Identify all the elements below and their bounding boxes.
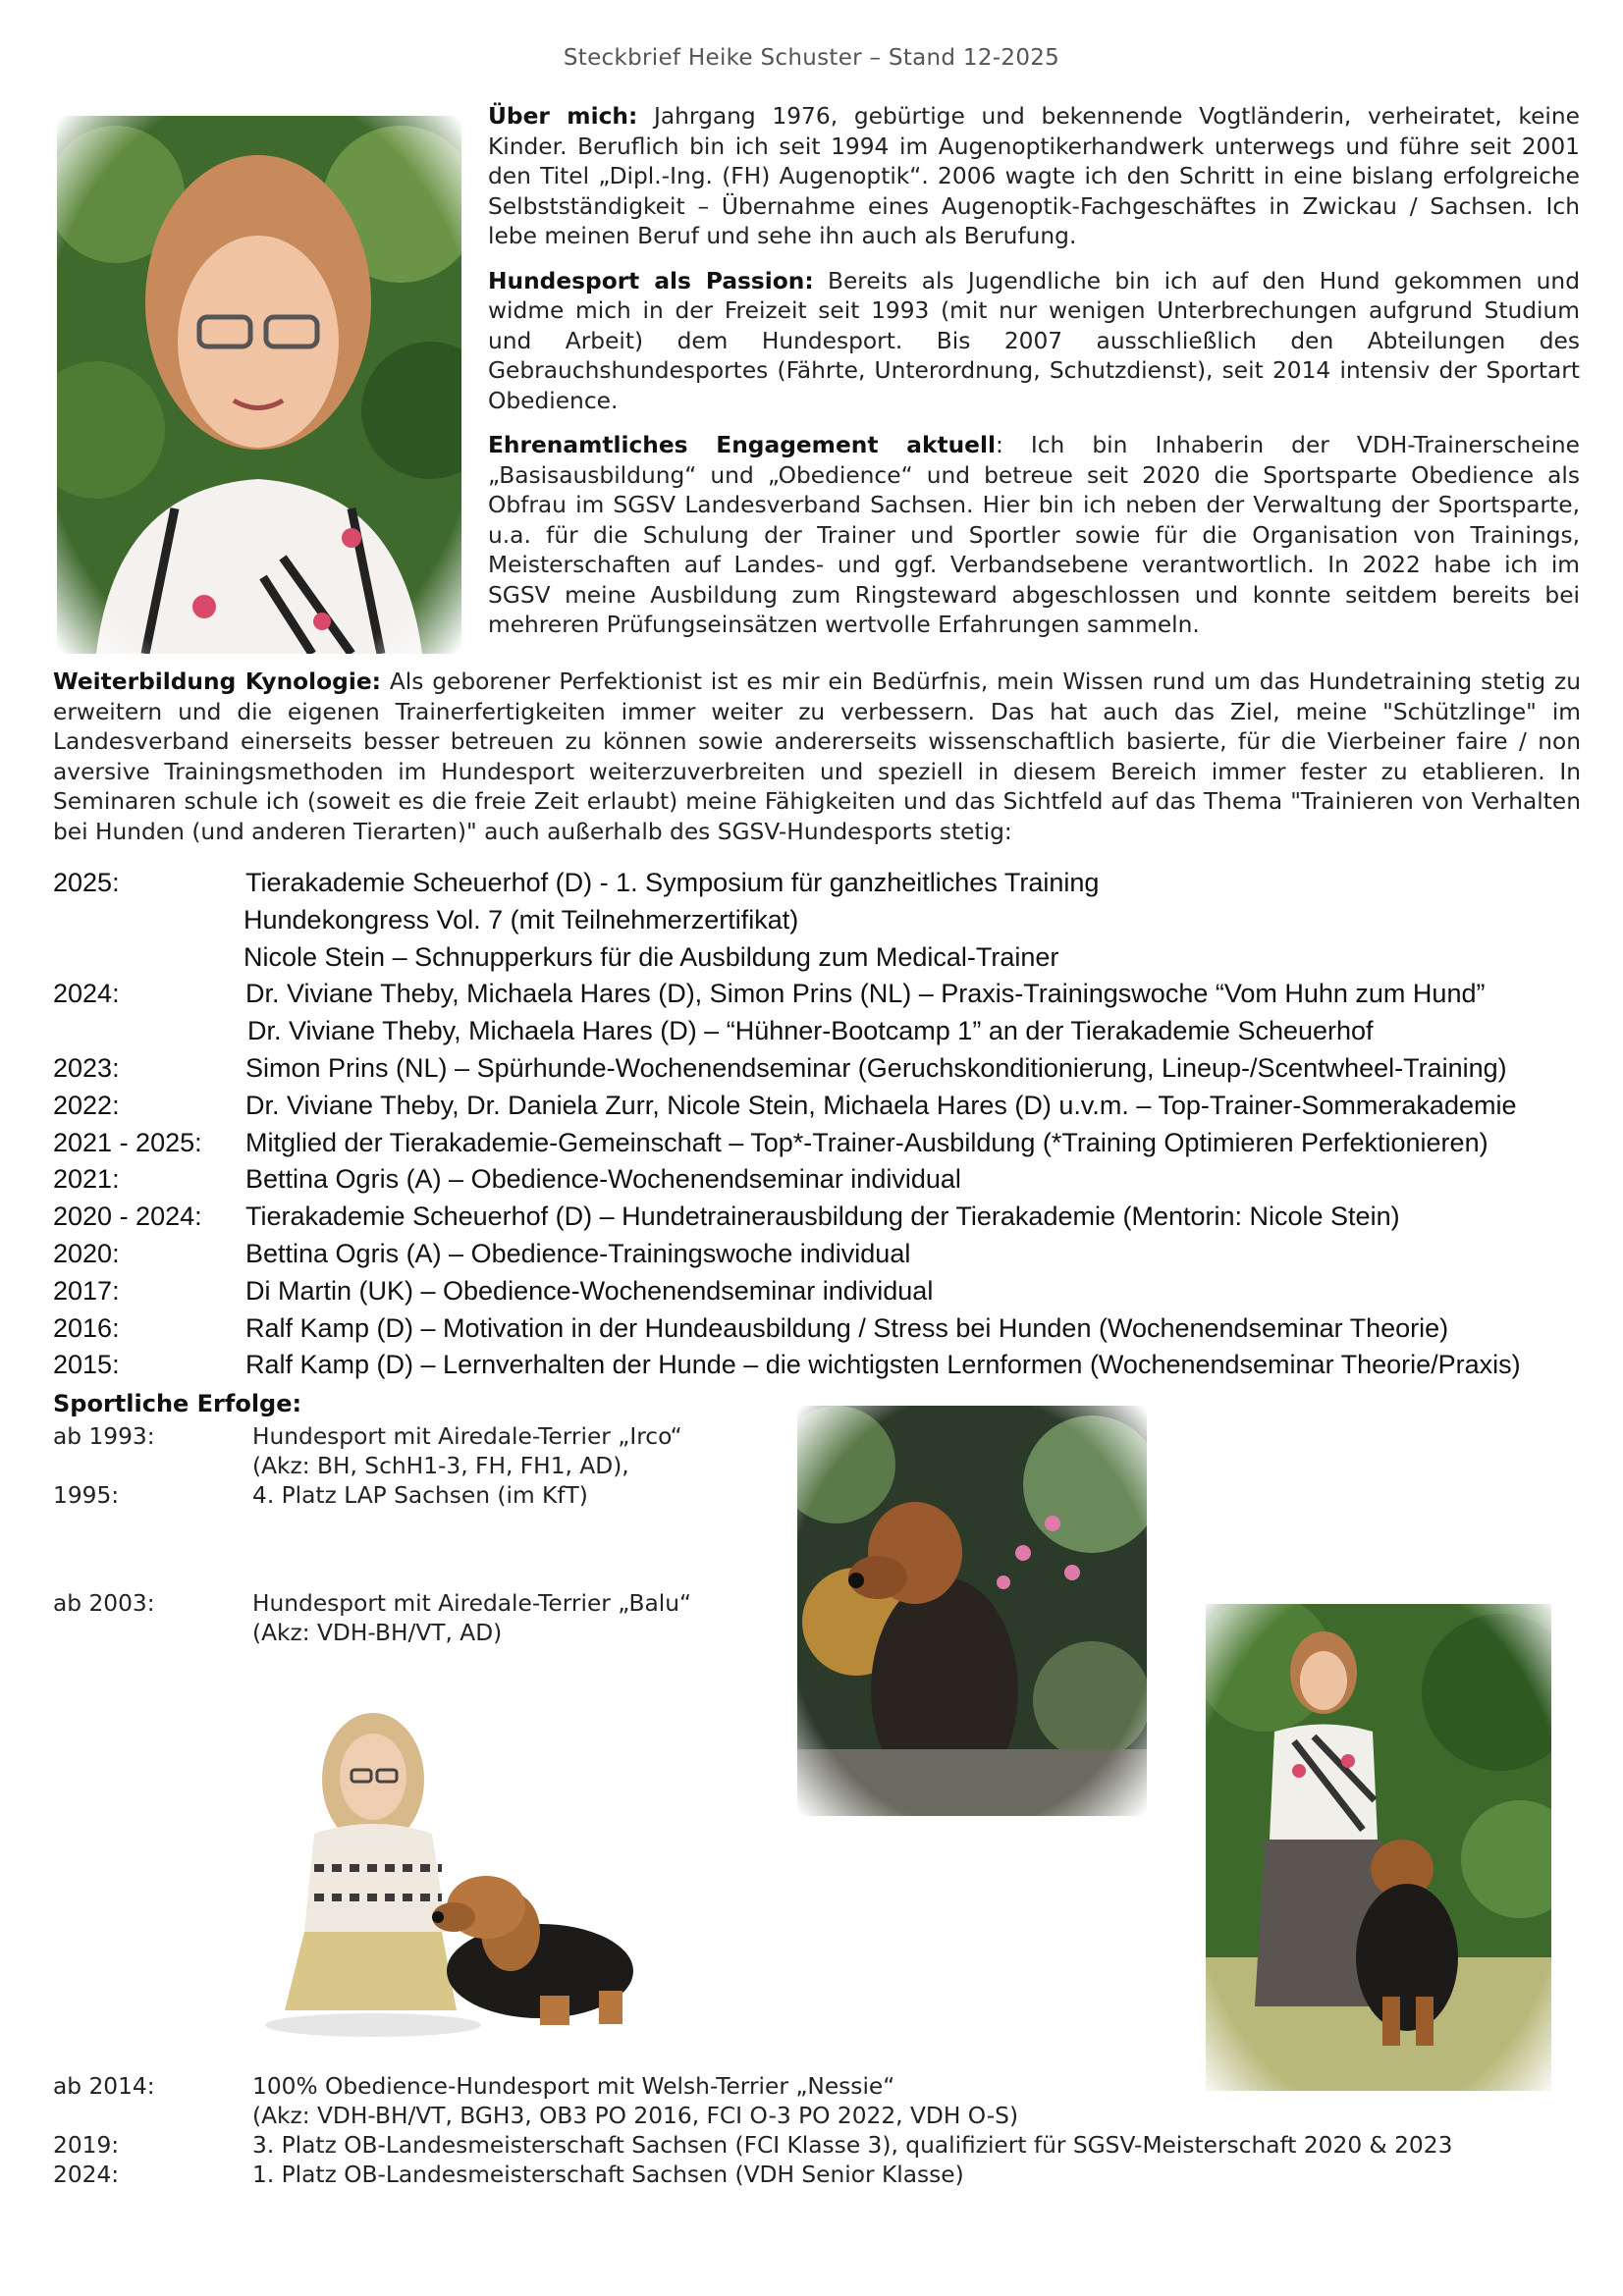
sport-text: Hundesport mit Airedale-Terrier „Balu“ <box>252 1590 692 1617</box>
seminar-text: Tierakademie Scheuerhof (D) - 1. Symposium für ganzheitliches Training <box>245 868 1100 897</box>
sport-year: 2024: <box>53 2162 120 2188</box>
seminar-text: Bettina Ogris (A) – Obedience-Trainingswoche individual <box>245 1238 911 1268</box>
training-label: Weiterbildung Kynologie: <box>53 668 381 695</box>
seminar-year: 2021 - 2025: <box>53 1127 202 1157</box>
portrait-photo <box>57 116 461 654</box>
volunteer-paragraph <box>488 431 1580 641</box>
seminar-row <box>53 1088 1585 1125</box>
passion-paragraph <box>488 267 1580 417</box>
seminar-row <box>53 939 1585 977</box>
airedale-garden-photo <box>797 1406 1147 1816</box>
kneeling-with-welsh-terrier-photo <box>1206 1604 1551 2091</box>
sport-title: Sportliche Erfolge: <box>53 1390 302 1417</box>
seminar-text: Ralf Kamp (D) – Lernverhalten der Hunde – die wichtigsten Lernformen (Wochenendseminar Theorie/Praxis) <box>245 1350 1521 1380</box>
seminar-text: Simon Prins (NL) – Spürhunde-Wochenendseminar (Geruchskonditionierung, Lineup-/Scentwheel-Training) <box>245 1052 1507 1083</box>
sport-text: 100% Obedience-Hundesport mit Welsh-Terrier „Nessie“ <box>252 2073 895 2100</box>
seminar-row <box>53 1273 1585 1310</box>
seminar-text: Hundekongress Vol. 7 (mit Teilnehmerzertifikat) <box>243 904 799 934</box>
seminar-year: 2024: <box>53 979 120 1009</box>
sport-text: Hundesport mit Airedale-Terrier „Irco“ <box>252 1423 682 1450</box>
seminar-year: 2025: <box>53 868 120 897</box>
seminar-row <box>53 1236 1585 1273</box>
sport-text: 3. Platz OB-Landesmeisterschaft Sachsen (FCI Klasse 3), qualifiziert für SGSV-Meisterschaft 2020 & 2023 <box>252 2132 1453 2159</box>
training-paragraph <box>53 667 1581 847</box>
seminar-text: Dr. Viviane Theby, Dr. Daniela Zurr, Nicole Stein, Michaela Hares (D) u.v.m. – Top-Trainer-Sommerakademie <box>245 1090 1517 1120</box>
volunteer-label: Ehrenamtliches Engagement aktuell <box>488 432 996 458</box>
document-title: Steckbrief Heike Schuster – Stand 12-2025 <box>563 45 1060 71</box>
sport-year: ab 2003: <box>53 1590 155 1617</box>
seminar-row <box>53 976 1585 1013</box>
seminar-year: 2016: <box>53 1312 120 1343</box>
seminar-year: 2022: <box>53 1090 120 1120</box>
intro-section <box>488 102 1580 656</box>
seminar-text: Ralf Kamp (D) – Motivation in der Hundeausbildung / Stress bei Hunden (Wochenendseminar Theorie) <box>245 1312 1449 1343</box>
seminar-text: Di Martin (UK) – Obedience-Wochenendseminar individual <box>245 1275 934 1306</box>
training-section <box>53 667 1581 847</box>
sport-text: 1. Platz OB-Landesmeisterschaft Sachsen (VDH Senior Klasse) <box>252 2162 964 2188</box>
sport-year: 1995: <box>53 1482 120 1509</box>
volunteer-text: : Ich bin Inhaberin der VDH-Trainerscheine „Basisausbildung“ und „Obedience“ und betreue seit 2020 die Sportsparte Obedience als Obfrau im SGSV Landesverband Sachsen. Hier bin ich neben der Verwaltung der Sportsparte, u.a. für die Schulung der Trainer und Sportler sowie für die Organisation von Trainings, Meisterschaften auf Landes- und ggf. Verbandsebene verantwortlich. In 2022 habe ich im SGSV meine Ausbildung zum Ringsteward abgeschlossen und konnte seitdem bereits bei mehreren Prüfungseinsätzen wertvolle Erfahrungen sammeln. <box>488 432 1580 638</box>
seminar-row <box>53 1013 1585 1050</box>
seminar-year: 2020: <box>53 1238 120 1268</box>
seminar-row <box>53 865 1585 902</box>
sport-text: 4. Platz LAP Sachsen (im KfT) <box>252 1482 588 1509</box>
seminar-text: Dr. Viviane Theby, Michaela Hares (D) – “Hühner-Bootcamp 1” an der Tierakademie Scheuerhof <box>247 1016 1374 1046</box>
sport-year: ab 2014: <box>53 2073 155 2100</box>
about-label: Über mich: <box>488 103 638 130</box>
seminar-text: Dr. Viviane Theby, Michaela Hares (D), Simon Prins (NL) – Praxis-Trainingswoche “Vom Huhn zum Hund” <box>245 979 1486 1009</box>
seminar-year: 2017: <box>53 1275 120 1306</box>
about-text: Jahrgang 1976, gebürtige und bekennende Vogtländerin, verheiratet, keine Kinder. Beruflich bin ich seit 1994 im Augenoptikerhandwerk unterwegs und führe seit 2001 den Titel „Dipl.-Ing. (FH) Augenoptik“. 2006 wagte ich den Schritt in eine bislang erfolgreiche Selbstständigkeit – Übernahme eines Augenoptik-Fachgeschäftes in Zwickau / Sachsen. Ich lebe meinen Beruf und sehe ihn auch als Berufung. <box>488 103 1581 249</box>
seminar-year: 2020 - 2024: <box>53 1201 202 1232</box>
seminar-year: 2023: <box>53 1052 120 1083</box>
sport-text: (Akz: VDH-BH/VT, BGH3, OB3 PO 2016, FCI O-3 PO 2022, VDH O-S) <box>252 2103 1019 2129</box>
sport-text: (Akz: VDH-BH/VT, AD) <box>252 1620 503 1646</box>
seminar-text: Mitglied der Tierakademie-Gemeinschaft – Top*-Trainer-Ausbildung (*Training Optimieren Perfektionieren) <box>245 1127 1488 1157</box>
seminar-year: 2015: <box>53 1350 120 1380</box>
sport-year: ab 1993: <box>53 1423 155 1450</box>
seminar-list <box>53 865 1585 1384</box>
passion-label: Hundesport als Passion: <box>488 267 814 294</box>
seminar-text: Bettina Ogris (A) – Obedience-Wochenendseminar individual <box>245 1164 961 1195</box>
training-text: Als geborener Perfektionist ist es mir ein Bedürfnis, mein Wissen rund um das Hundetraining stetig zu erweitern und die eigenen Trainerfertigkeiten immer weiter zu verbessern. Das hat auch das Ziel, meine "Schützlinge" im Landesverband einerseits besser betreuen zu können sowie andererseits wissenschaftlich basierte, für die Vierbeiner faire / non aversive Trainingsmethoden im Hundesport weiterzuverbreiten und speziell in diesem Bereich immer fester zu etablieren. In Seminaren schule ich (soweit es die freie Zeit erlaubt) meine Fähigkeiten und das Sichtfeld auf das Thema "Trainieren von Verhalten bei Hunden (und anderen Tierarten)" auch außerhalb des SGSV-Hundesports stetig: <box>53 668 1581 845</box>
sport-year: 2019: <box>53 2132 120 2159</box>
passion-text: Bereits als Jugendliche bin ich auf den Hund gekommen und widme mich in der Freizeit seit 1993 (mit nur wenigen Unterbrechungen aufgrund Studium und Arbeit) dem Hundesport. Bis 2007 ausschließlich den Abteilungen des Gebrauchshundesportes (Fährte, Unterordnung, Schutzdienst), seit 2014 intensiv der Sportart Obedience. <box>488 267 1580 414</box>
seminar-row <box>53 1050 1585 1088</box>
about-paragraph <box>488 102 1580 252</box>
seminar-row <box>53 1161 1585 1199</box>
seminar-row <box>53 902 1585 939</box>
sitting-with-airedale-photo <box>245 1686 668 2059</box>
seminar-text: Nicole Stein – Schnupperkurs für die Ausbildung zum Medical-Trainer <box>243 941 1059 972</box>
seminar-row <box>53 1125 1585 1162</box>
seminar-row <box>53 1310 1585 1348</box>
seminar-row <box>53 1199 1585 1236</box>
seminar-row <box>53 1347 1585 1384</box>
seminar-text: Tierakademie Scheuerhof (D) – Hundetrainerausbildung der Tierakademie (Mentorin: Nicole Stein) <box>245 1201 1400 1232</box>
seminar-year: 2021: <box>53 1164 120 1195</box>
sport-text: (Akz: BH, SchH1-3, FH, FH1, AD), <box>252 1453 629 1479</box>
